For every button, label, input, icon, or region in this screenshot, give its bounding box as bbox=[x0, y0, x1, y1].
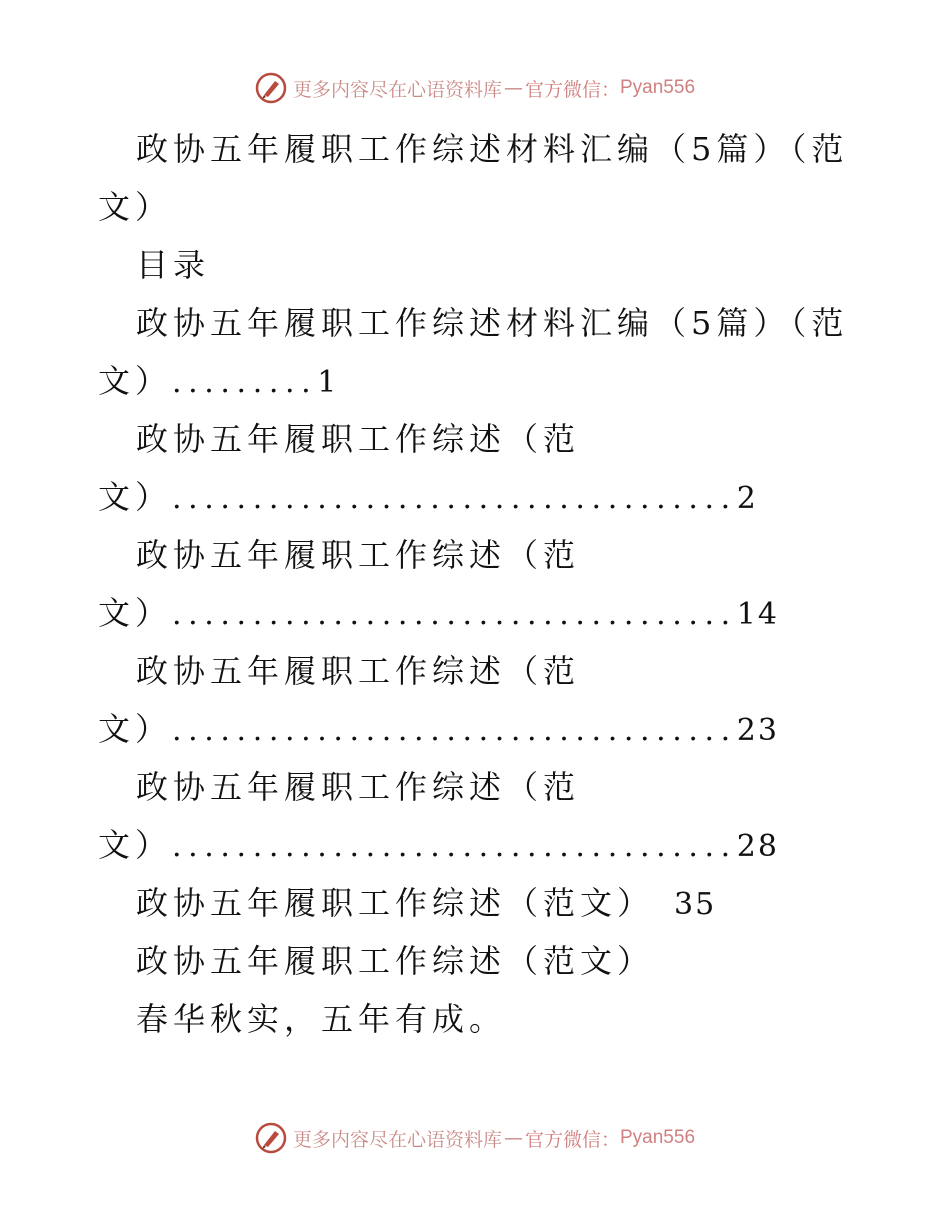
toc-page-number: 1 bbox=[317, 365, 339, 400]
toc-heading: 目录 bbox=[136, 246, 211, 284]
footer-separator: — bbox=[503, 1127, 523, 1149]
toc-leader-dots: ......... bbox=[172, 365, 318, 400]
pen-logo-icon bbox=[255, 1122, 287, 1154]
header-wechat-id: Pyan556 bbox=[620, 77, 696, 98]
toc-leader-dots: ................................... bbox=[172, 597, 737, 632]
toc-entry-2-line2: 文）...................................2 bbox=[98, 478, 758, 516]
toc-entry-4-line2: 文）...................................23 bbox=[98, 710, 779, 748]
doc-title-line1: 政协五年履职工作综述材料汇编（5篇）（范 bbox=[136, 130, 849, 168]
toc-page-number: 14 bbox=[736, 597, 779, 632]
toc-page-number: 35 bbox=[674, 887, 717, 922]
toc-entry-3-line2: 文）...................................14 bbox=[98, 594, 779, 632]
toc-leader-dots: ................................... bbox=[172, 713, 737, 748]
header-banner bbox=[0, 72, 950, 104]
toc-entry-6-label: 政协五年履职工作综述（范文） bbox=[136, 884, 655, 922]
toc-page-number: 23 bbox=[736, 713, 779, 748]
toc-entry-5-line2: 文）...................................28 bbox=[98, 826, 779, 864]
header-separator: — bbox=[503, 77, 523, 99]
toc-entry-1-line1: 政协五年履职工作综述材料汇编（5篇）（范 bbox=[136, 304, 849, 342]
toc-entry-6 bbox=[98, 874, 838, 932]
first-paragraph: 春华秋实，五年有成。 bbox=[136, 1000, 507, 1038]
header-text: 更多内容尽在心语资料库 bbox=[292, 78, 502, 101]
doc-title-line2: 文） bbox=[98, 188, 173, 226]
toc-entry-5-line1: 政协五年履职工作综述（范 bbox=[136, 768, 581, 806]
toc-entry-2-line1: 政协五年履职工作综述（范 bbox=[136, 420, 581, 458]
toc-page-number: 2 bbox=[736, 481, 758, 516]
footer-wechat-label: 官方微信： bbox=[524, 1128, 620, 1151]
toc-entry-4-line1: 政协五年履职工作综述（范 bbox=[136, 652, 581, 690]
pen-logo-icon bbox=[255, 72, 287, 104]
footer-banner bbox=[0, 1122, 950, 1154]
toc-leader-dots: ................................... bbox=[172, 481, 737, 516]
toc-entry-3-line1: 政协五年履职工作综述（范 bbox=[136, 536, 581, 574]
section-title: 政协五年履职工作综述（范文） bbox=[136, 942, 655, 980]
footer-wechat-id: Pyan556 bbox=[620, 1127, 696, 1148]
toc-entry-1-line2: 文）.........1 bbox=[98, 362, 339, 400]
header-wechat-label: 官方微信： bbox=[524, 78, 620, 101]
footer-text: 更多内容尽在心语资料库 bbox=[292, 1128, 502, 1151]
toc-page-number: 28 bbox=[736, 829, 779, 864]
document-body bbox=[98, 120, 849, 1048]
toc-leader-dots: ................................... bbox=[172, 829, 737, 864]
